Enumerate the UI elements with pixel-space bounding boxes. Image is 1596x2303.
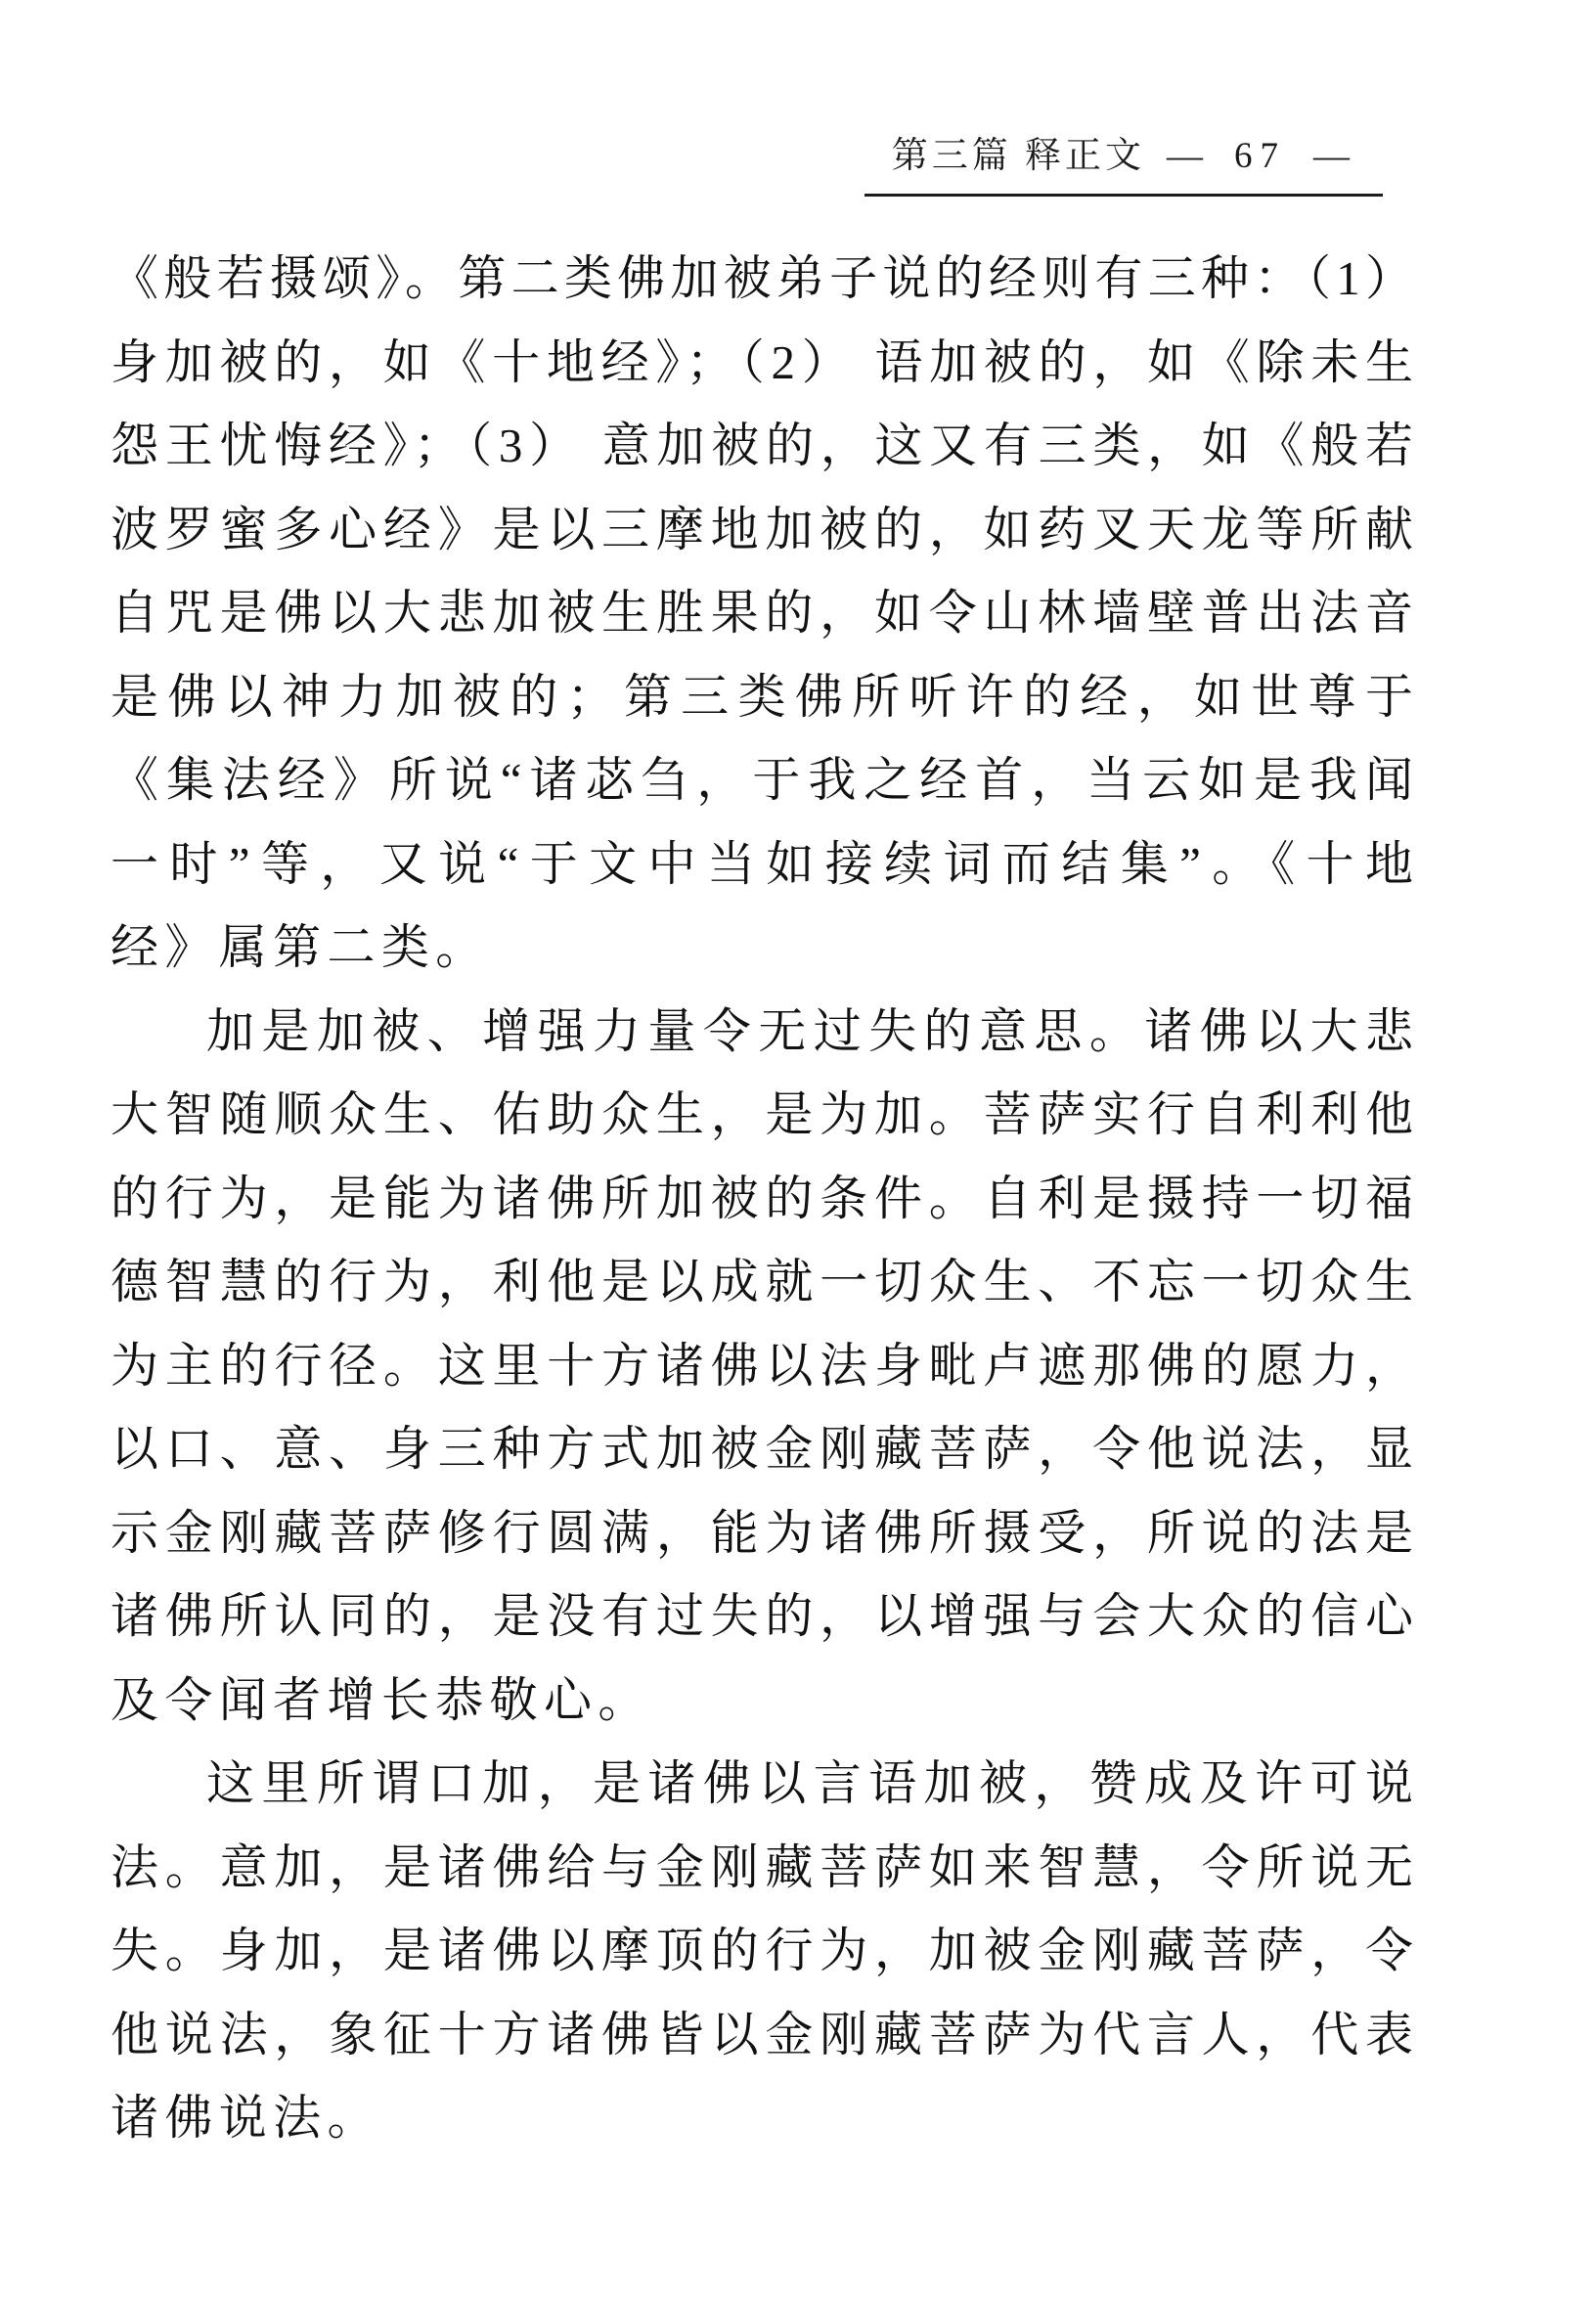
text-line: 的行为，是能为诸佛所加被的条件。自利是摄持一切福 [111,1171,1413,1225]
text-line: 波罗蜜多心经》是以三摩地加被的，如药叉天龙等所献 [111,502,1413,556]
text-line: 法。意加，是诸佛给与金刚藏菩萨如来智慧，令所说无 [111,1839,1413,1894]
text-line: 失。身加，是诸佛以摩顶的行为，加被金刚藏菩萨，令 [111,1924,1413,1977]
text-line: 诸佛说法。 [111,2091,381,2145]
page-number: 67 [1234,136,1286,176]
text-line: 示金刚藏菩萨修行圆满，能为诸佛所摄受，所说的法是 [111,1505,1413,1560]
running-head [864,125,1383,197]
text-line: 经》属第二类。 [111,920,490,974]
text-line: 以口、意、身三种方式加被金刚藏菩萨，令他说法，显 [111,1422,1413,1476]
text-line: 自咒是佛以大悲加被生胜果的，如令山林墙壁普出法音 [111,586,1413,640]
section-title: 第三篇 释正文 [891,136,1145,176]
text-line: 德智慧的行为，利他是以成就一切众生、不忘一切众生 [111,1255,1413,1308]
text-line: 他说法，象征十方诸佛皆以金刚藏菩萨为代言人，代表 [111,2007,1413,2061]
text-line: 是佛以神力加被的；第三类佛所听许的经，如世尊于 [111,669,1413,724]
header-dash-left: — [1167,136,1207,176]
body-text [111,237,1413,2160]
text-line: 《集法经》所说“诸苾刍，于我之经首，当云如是我闻 [111,753,1413,807]
text-line: 诸佛所认同的，是没有过失的，以增强与会大众的信心 [111,1589,1413,1643]
text-line: 加是加被、增强力量令无过失的意思。诸佛以大悲 [206,1003,1413,1058]
text-line: 这里所谓口加，是诸佛以言语加被，赞成及许可说 [206,1756,1413,1810]
text-line: 为主的行径。这里十方诸佛以法身毗卢遮那佛的愿力， [111,1338,1413,1393]
text-line: 《般若摄颂》。第二类佛加被弟子说的经则有三种：（1） [111,251,1413,305]
text-line: 身加被的，如《十地经》；（2） 语加被的，如《除未生 [111,334,1413,389]
text-line: 大智随顺众生、佑助众生，是为加。菩萨实行自利利他 [111,1087,1413,1141]
text-line: 及令闻者增长恭敬心。 [111,1672,652,1727]
text-line: 一时”等，又说“于文中当如接续词而结集”。《十地 [111,836,1413,891]
text-line: 怨王忧悔经》；（3） 意加被的，这又有三类，如《般若 [111,419,1413,472]
header-dash-right: — [1313,136,1353,176]
